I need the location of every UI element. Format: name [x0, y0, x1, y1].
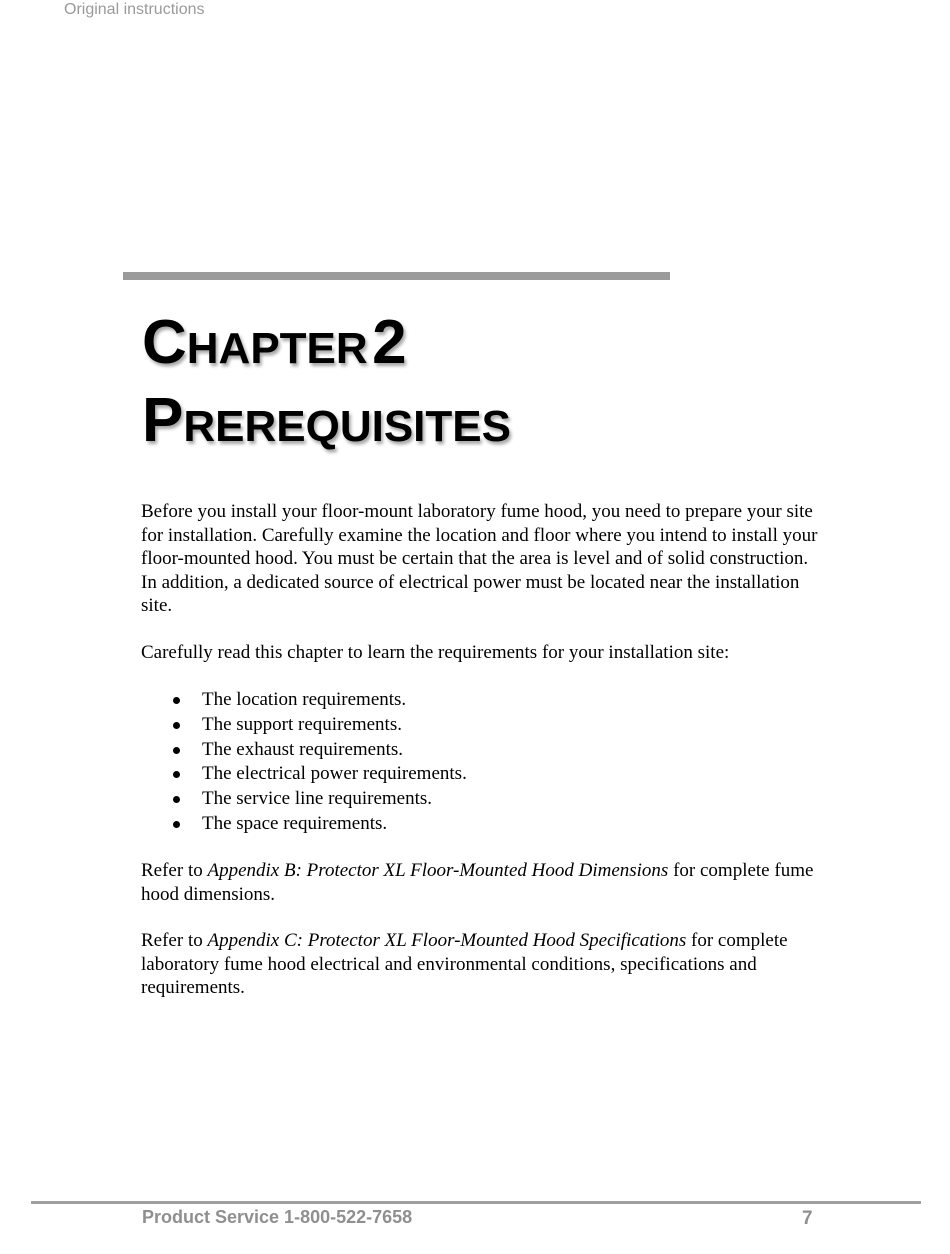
header-note: Original instructions: [64, 1, 205, 18]
list-item-text: The exhaust requirements.: [202, 738, 404, 760]
list-item: [141, 688, 821, 713]
page-number: 7: [802, 1208, 813, 1229]
bullet-icon: [173, 796, 180, 803]
chapter-rule: [123, 272, 670, 280]
bullet-icon: [173, 747, 180, 754]
appendix-b-suffix: for complete fume hood dimensions.: [141, 860, 814, 905]
chapter-label: [142, 308, 407, 377]
appendix-c-title: Appendix C: Protector XL Floor-Mounted Hood Specifications: [207, 930, 687, 951]
intro-paragraph: Before you install your floor-mount laboratory fume hood, you need to prepare your site for installation. Carefully examine the location and floor where you intend to install your floor-mounted hood. You must be certain that the area is level and of solid construction. In addition, a dedicated source of electrical power must be located near the installation site.: [141, 501, 818, 616]
chapter-title-initial: P: [142, 386, 184, 455]
bullet-icon: [173, 722, 180, 729]
list-item: [141, 787, 821, 812]
list-item: [141, 762, 821, 787]
lead-paragraph: Carefully read this chapter to learn the requirements for your installation site:: [141, 642, 730, 663]
chapter-number: 2: [372, 308, 407, 377]
appendix-b-title: Appendix B: Protector XL Floor-Mounted Hood Dimensions: [207, 860, 669, 881]
chapter-title-rest: REREQUISITES: [183, 402, 511, 451]
footer-rule: [31, 1201, 921, 1204]
list-item-text: The support requirements.: [202, 713, 402, 735]
list-item: [141, 738, 821, 763]
chapter-label-initial: C: [142, 308, 187, 377]
chapter-title: [142, 386, 511, 455]
appendix-c-reference: [141, 929, 821, 1000]
appendix-c-suffix: for complete laboratory fume hood electrical and environmental conditions, specifications and requirements.: [141, 930, 788, 998]
bullet-icon: [173, 771, 180, 778]
list-item: [141, 812, 821, 837]
list-item-text: The service line requirements.: [202, 788, 433, 810]
requirements-list: [141, 688, 821, 837]
appendix-b-reference: [141, 859, 821, 906]
list-item-text: The space requirements.: [202, 812, 388, 834]
appendix-c-prefix: Refer to: [141, 930, 208, 951]
appendix-b-prefix: Refer to: [141, 860, 208, 881]
list-item: [141, 713, 821, 738]
chapter-label-rest: HAPTER: [186, 324, 368, 373]
bullet-icon: [173, 821, 180, 828]
list-item-text: The electrical power requirements.: [202, 763, 467, 785]
list-item-text: The location requirements.: [202, 689, 407, 710]
bullet-icon: [173, 697, 180, 704]
footer-contact: Product Service 1-800-522-7658: [142, 1207, 413, 1227]
